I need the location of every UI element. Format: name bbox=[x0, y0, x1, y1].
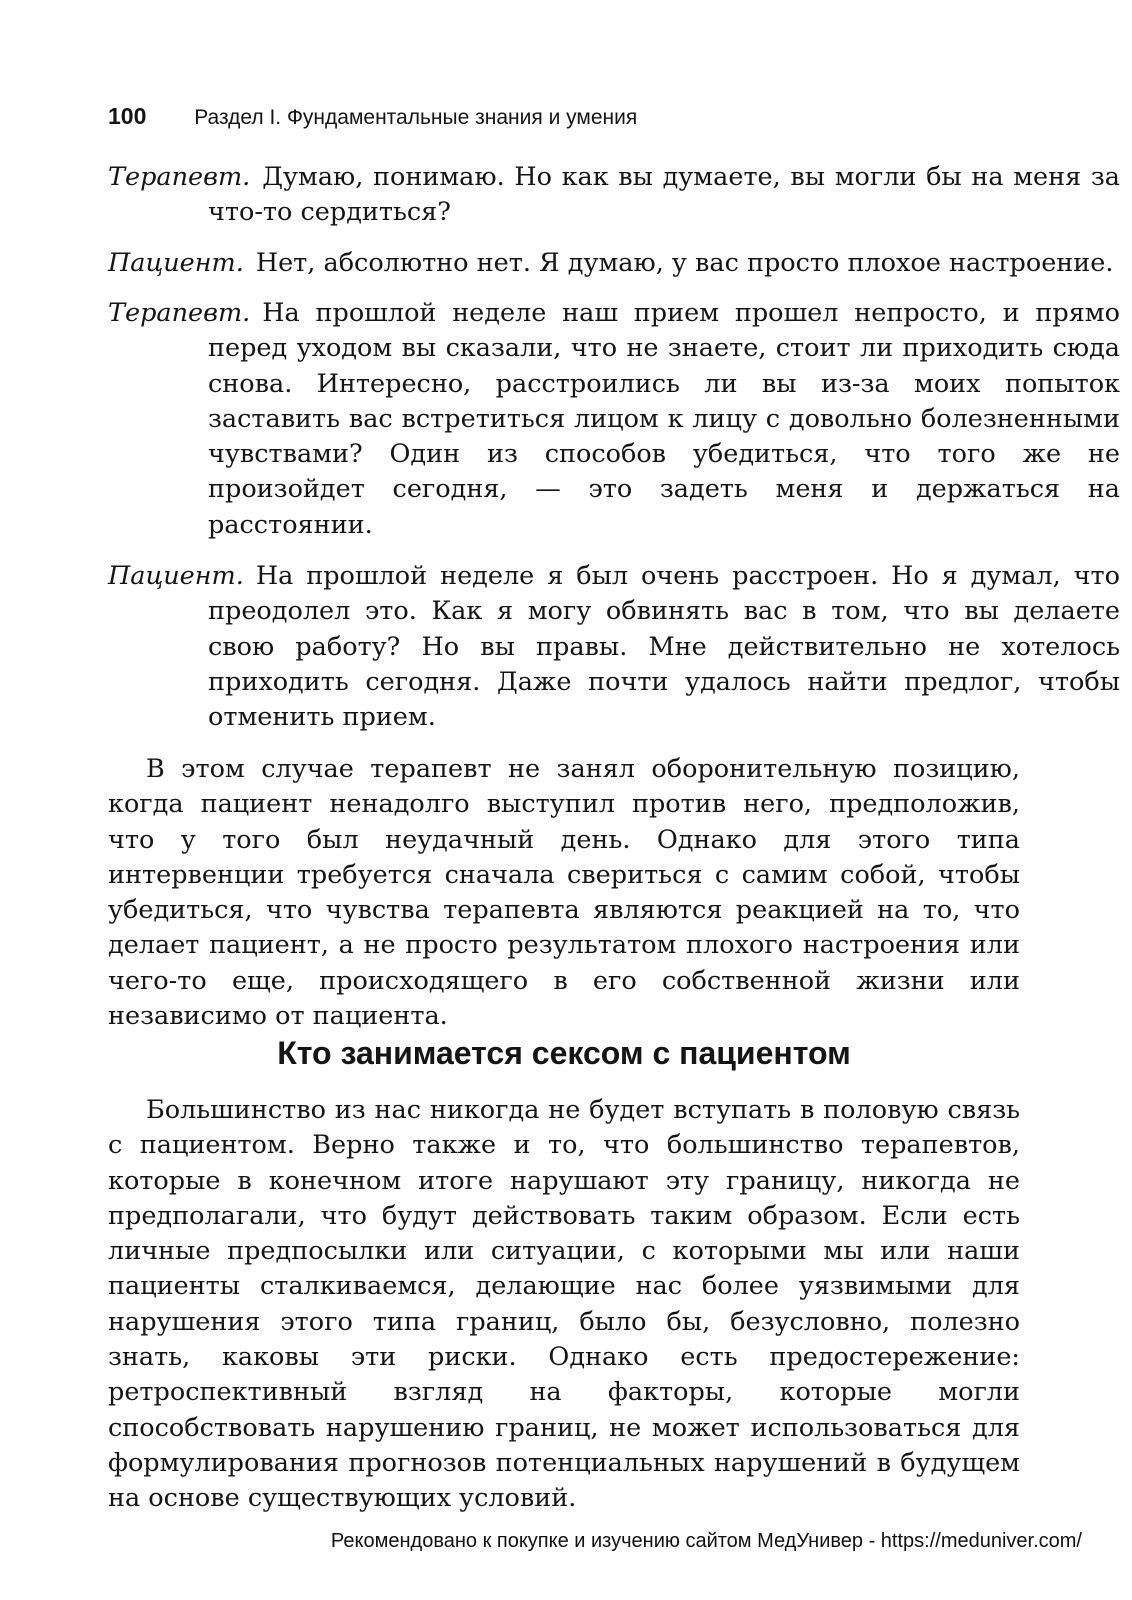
speaker-label: Пациент. bbox=[108, 248, 244, 278]
page-number: 100 bbox=[108, 103, 147, 129]
footer-watermark: Рекомендовано к покупке и изучению сайтом МедУнивер - https://meduniver.com/ bbox=[330, 1530, 1082, 1552]
dialogue-text: На прошлой неделе наш прием прошел непросто, и прямо перед уходом вы сказали, что не знаете, стоит ли приходить сюда снова. Интересно, расстроились ли вы из-за моих попыток заставить вас встретиться лицом к лицу с довольно болезненными чувствами? Один из способов убедиться, что того же не произойдет сегодня, — это задеть меня и держаться на расстоянии. bbox=[208, 298, 1120, 540]
section-title: Раздел I. Фундаментальные знания и умения bbox=[194, 106, 638, 129]
dialogue-text: Думаю, понимаю. Но как вы думаете, вы могли бы на меня за что-то сердиться? bbox=[208, 162, 1120, 228]
dialogue-line bbox=[108, 160, 1120, 231]
body-paragraph: Большинство из нас никогда не будет вступать в половую связь с пациентом. Верно также и то, что большинство терапевтов, которые в конечном итоге нарушают эту границу, никогда не предполагали, что будут действовать таким образом. Если есть личные предпосылки или ситуации, с которыми мы или наши пациенты сталкиваемся, делающие нас более уязвимыми для нарушения этого типа границ, было бы, безусловно, полезно знать, каковы эти риски. Однако есть предостережение: ретроспективный взгляд на факторы, которые могли способствовать нарушению границ, не может использоваться для формулирования прогнозов потенциальных нарушений в будущем на основе существующих условий. bbox=[108, 1095, 1020, 1514]
section-heading: Кто занимается сексом с пациентом bbox=[277, 1035, 851, 1071]
running-header bbox=[108, 100, 1018, 132]
body-paragraph: В этом случае терапевт не занял оборонительную позицию, когда пациент ненадолго выступил против него, предположив, что у того был неудачный день. Однако для этого типа интервенции требуется сначала свериться с самим собой, чтобы убедиться, что чувства терапевта являются реакцией на то, что делает пациент, а не просто результатом плохого настроения или чего-то еще, происходящего в его собственной жизни или независимо от пациента. bbox=[108, 754, 1020, 1032]
speaker-label: Терапевт. bbox=[108, 162, 251, 192]
dialogue-line bbox=[108, 296, 1120, 543]
dialogue-line bbox=[108, 246, 1120, 281]
dialogue-line bbox=[108, 559, 1120, 735]
dialogue-text: Нет, абсолютно нет. Я думаю, у вас просто плохое настроение. bbox=[255, 248, 1114, 278]
speaker-label: Терапевт. bbox=[108, 298, 251, 328]
dialogue-text: На прошлой неделе я был очень расстроен. Но я думал, что преодолел это. Как я могу обвинять вас в том, что вы делаете свою работу? Но вы правы. Мне действительно не хотелось приходить сегодня. Даже почти удалось найти предлог, чтобы отменить прием. bbox=[208, 561, 1120, 733]
speaker-label: Пациент. bbox=[108, 561, 244, 591]
